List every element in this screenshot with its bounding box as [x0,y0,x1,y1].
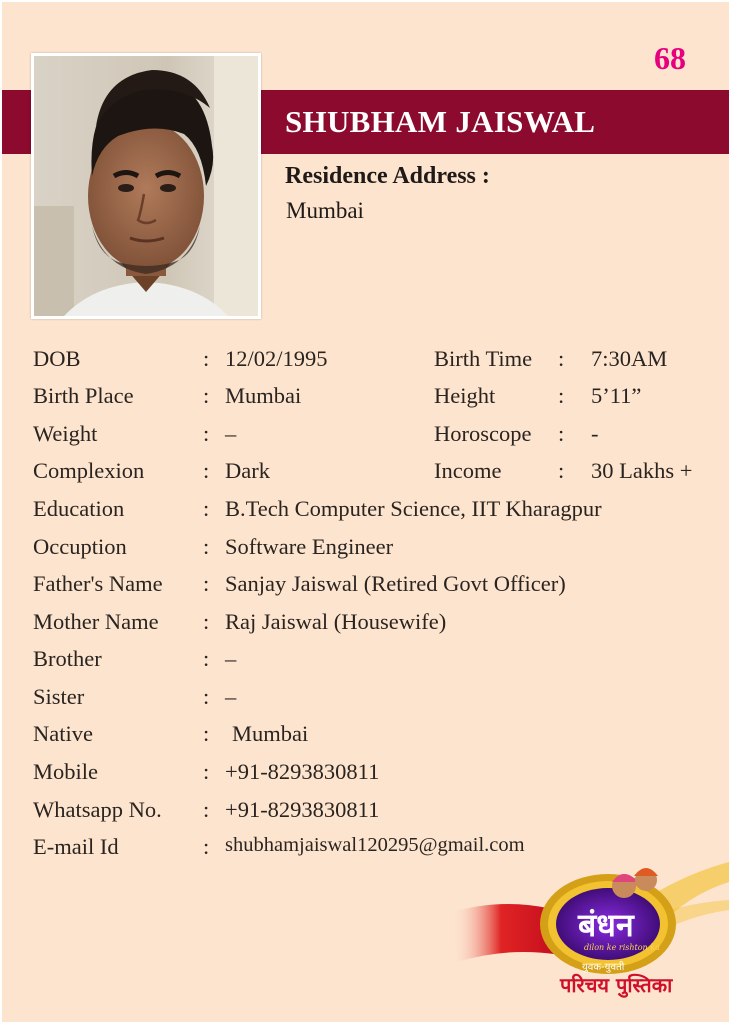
native-label: Native [33,721,93,746]
income-value: 30 Lakhs + [591,458,693,483]
mobile-value: +91-8293830811 [225,759,380,784]
colon: : [203,797,210,822]
birth-place-value: Mumbai [225,383,302,408]
income-label: Income [434,458,502,483]
colon: : [203,609,210,634]
detail-row-father [2,571,729,607]
detail-row-occupation [2,534,729,570]
colon: : [203,684,210,709]
detail-row-brother [2,646,729,682]
logo-tagline: dilon ke rishton ka [584,943,660,952]
dob-label: DOB [33,346,81,371]
logo-subtitle: युवक-युवती [582,962,625,973]
colon: : [203,458,210,483]
residence-address-value: Mumbai [286,198,364,223]
complexion-label: Complexion [33,458,145,483]
logo-title: बंधन [578,906,634,944]
colon: : [203,721,210,746]
detail-row-birth-place [2,383,729,419]
detail-row-dob [2,346,729,382]
brother-label: Brother [33,646,102,671]
colon: : [203,759,210,784]
birth-place-label: Birth Place [33,383,134,408]
dob-value: 12/02/1995 [225,346,328,371]
weight-label: Weight [33,421,98,446]
detail-row-education [2,496,729,532]
colon: : [203,571,210,596]
whatsapp-value: +91-8293830811 [225,797,380,822]
education-value: B.Tech Computer Science, IIT Kharagpur [225,496,602,521]
detail-row-weight [2,421,729,457]
horoscope-label: Horoscope [434,421,532,446]
colon: : [558,383,565,408]
complexion-value: Dark [225,458,270,483]
birth-time-label: Birth Time [434,346,533,371]
father-name-label: Father's Name [33,571,163,596]
colon: : [203,383,210,408]
mobile-label: Mobile [33,759,98,784]
colon: : [203,646,210,671]
colon: : [558,458,565,483]
profile-name: SHUBHAM JAISWAL [285,104,596,139]
weight-value: – [225,421,237,446]
page-number: 68 [654,40,686,76]
logo-footer: परिचय पुस्तिका [560,973,673,997]
sister-label: Sister [33,684,85,709]
colon: : [203,496,210,521]
colon: : [203,534,210,559]
detail-row-whatsapp [2,797,729,833]
detail-row-mobile [2,759,729,795]
detail-row-native [2,721,729,757]
profile-page [2,2,729,1022]
height-label: Height [434,383,496,408]
email-value: shubhamjaiswal120295@gmail.com [225,834,525,856]
residence-address-label: Residence Address : [285,163,490,189]
detail-row-sister [2,684,729,720]
occupation-label: Occuption [33,534,127,559]
colon: : [558,421,565,446]
sister-value: – [225,684,237,709]
horoscope-value: - [591,421,599,446]
bandhan-logo [432,852,729,1022]
father-name-value: Sanjay Jaiswal (Retired Govt Officer) [225,571,566,596]
education-label: Education [33,496,125,521]
colon: : [203,346,210,371]
colon: : [558,346,565,371]
detail-row-complexion [2,458,729,494]
colon: : [203,421,210,446]
occupation-value: Software Engineer [225,534,394,559]
mother-name-label: Mother Name [33,609,159,634]
detail-row-mother [2,609,729,645]
mother-name-value: Raj Jaiswal (Housewife) [225,609,447,634]
email-label: E-mail Id [33,834,119,859]
colon: : [203,834,210,859]
height-value: 5’11” [591,383,642,408]
native-value: Mumbai [232,721,309,746]
whatsapp-label: Whatsapp No. [33,797,162,822]
brother-value: – [225,646,237,671]
birth-time-value: 7:30AM [591,346,668,371]
